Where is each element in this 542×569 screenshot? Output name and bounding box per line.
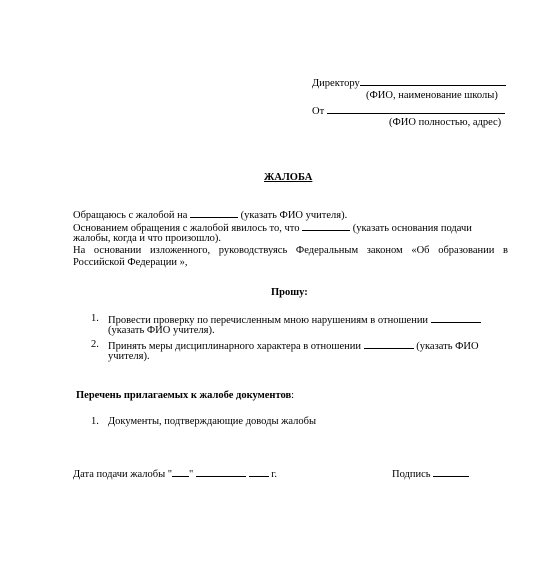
request-item-2-number: 2.	[91, 339, 99, 350]
signature-line	[392, 467, 469, 481]
director-line	[312, 76, 506, 90]
request-item-2-suffix: (указать ФИО	[416, 341, 479, 352]
director-label: Директору	[312, 78, 360, 89]
attachments-heading	[76, 390, 294, 402]
body-line-2-prefix: Основанием обращения с жалобой явилось то, что	[73, 223, 300, 234]
date-line	[73, 467, 277, 481]
body-line-5: Российской Федерации »,	[73, 257, 188, 268]
request-item-2-line-2: учителя).	[108, 351, 150, 362]
date-year-blank[interactable]	[249, 467, 269, 477]
attachments-heading-text: Перечень прилагаемых к жалобе документов	[76, 390, 292, 401]
attachment-item-1-text: Документы, подтверждающие доводы жалобы	[108, 416, 317, 427]
body-line-1-prefix: Обращаюсь с жалобой на	[73, 210, 188, 221]
date-year-suffix: г.	[271, 469, 277, 480]
request-item-2-prefix: Принять меры дисциплинарного характера в отношении	[108, 341, 361, 352]
body-line-1	[73, 208, 347, 222]
request-heading: Прошу:	[271, 287, 308, 298]
signature-blank[interactable]	[433, 467, 469, 477]
attachments-heading-colon: :	[291, 390, 295, 401]
teacher-name-blank[interactable]	[190, 208, 238, 218]
date-label: Дата подачи жалобы "	[73, 469, 173, 480]
body-line-1-suffix: (указать ФИО учителя).	[240, 210, 348, 221]
director-blank[interactable]	[360, 76, 506, 86]
from-blank[interactable]	[327, 104, 505, 114]
request-item-2-line-1	[108, 339, 479, 353]
request-item-1-line-2: (указать ФИО учителя).	[108, 325, 215, 336]
request-item-1-blank[interactable]	[431, 313, 481, 323]
date-day-blank[interactable]	[172, 467, 189, 477]
request-item-1-number: 1.	[91, 313, 99, 324]
from-label: От	[312, 106, 325, 117]
from-caption: (ФИО полностью, адрес)	[389, 117, 502, 128]
attachment-item-1-number: 1.	[91, 416, 99, 427]
request-item-2-blank[interactable]	[364, 339, 414, 349]
grounds-blank[interactable]	[302, 221, 350, 231]
director-caption: (ФИО, наименование школы)	[366, 90, 498, 101]
request-item-1-text: Провести проверку по перечисленным мною нарушениям в отношении	[108, 315, 429, 326]
date-month-blank[interactable]	[196, 467, 246, 477]
from-line	[312, 104, 505, 118]
body-line-4: На основании изложенного, руководствуясь Федеральным законом «Об образовании в	[73, 245, 508, 256]
signature-label: Подпись	[392, 469, 431, 480]
body-line-3: жалобы, когда и что произошло).	[73, 233, 221, 244]
document-title: ЖАЛОБА	[264, 172, 313, 183]
date-quote: "	[189, 469, 194, 480]
body-line-2-suffix: (указать основания подачи	[352, 223, 472, 234]
